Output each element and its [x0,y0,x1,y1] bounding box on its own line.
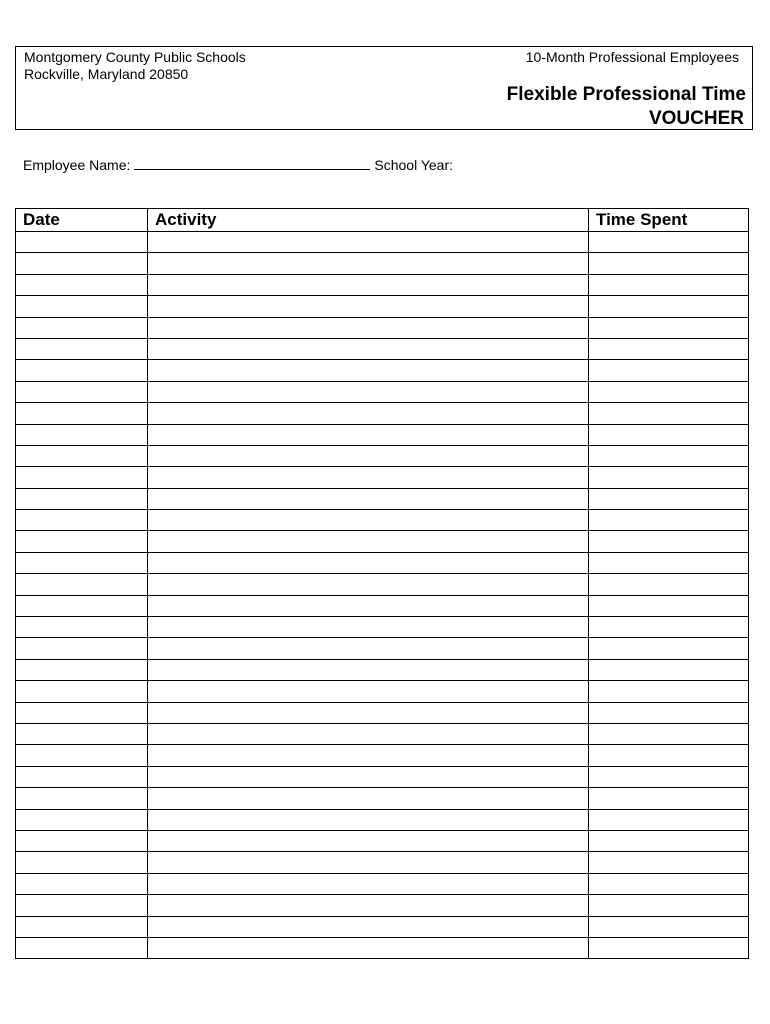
activity-cell[interactable] [148,617,589,638]
table-row [16,937,749,958]
activity-cell[interactable] [148,274,589,295]
date-cell[interactable] [16,338,148,359]
table-row [16,445,749,466]
time-spent-cell[interactable] [589,895,749,916]
time-spent-cell[interactable] [589,574,749,595]
activity-cell[interactable] [148,809,589,830]
date-cell[interactable] [16,723,148,744]
table-row [16,895,749,916]
table-row [16,574,749,595]
activity-cell[interactable] [148,381,589,402]
table-row [16,338,749,359]
table-row [16,381,749,402]
time-spent-cell[interactable] [589,274,749,295]
time-spent-cell[interactable] [589,702,749,723]
activity-cell[interactable] [148,253,589,274]
time-log-table [15,208,749,959]
employee-info-row [23,155,453,173]
table-row [16,702,749,723]
activity-cell[interactable] [148,467,589,488]
date-cell[interactable] [16,253,148,274]
activity-cell[interactable] [148,638,589,659]
table-row [16,317,749,338]
table-row [16,552,749,573]
date-cell[interactable] [16,510,148,531]
time-spent-cell[interactable] [589,873,749,894]
header-box [15,46,753,130]
date-cell[interactable] [16,852,148,873]
time-spent-cell[interactable] [589,617,749,638]
time-spent-cell[interactable] [589,510,749,531]
time-spent-cell[interactable] [589,745,749,766]
activity-cell[interactable] [148,895,589,916]
time-spent-cell[interactable] [589,595,749,616]
date-cell[interactable] [16,381,148,402]
date-cell[interactable] [16,745,148,766]
activity-cell[interactable] [148,232,589,253]
activity-cell[interactable] [148,659,589,680]
time-spent-cell[interactable] [589,659,749,680]
date-cell[interactable] [16,788,148,809]
organization-address: Rockville, Maryland 20850 [24,66,189,82]
activity-cell[interactable] [148,916,589,937]
column-header-activity: Activity [148,209,589,232]
date-cell[interactable] [16,467,148,488]
time-spent-cell[interactable] [589,937,749,958]
table-row [16,424,749,445]
date-cell[interactable] [16,360,148,381]
table-row [16,467,749,488]
activity-cell[interactable] [148,552,589,573]
form-subtitle: VOUCHER [648,108,744,129]
activity-cell[interactable] [148,873,589,894]
time-spent-cell[interactable] [589,681,749,702]
date-cell[interactable] [16,617,148,638]
activity-cell[interactable] [148,852,589,873]
date-cell[interactable] [16,638,148,659]
date-cell[interactable] [16,702,148,723]
date-cell[interactable] [16,488,148,509]
table-row [16,488,749,509]
table-header-row [16,209,749,232]
time-spent-cell[interactable] [589,232,749,253]
organization-name: Montgomery County Public Schools [24,49,246,65]
employee-type: 10-Month Professional Employees [525,49,739,65]
table-row [16,617,749,638]
activity-cell[interactable] [148,317,589,338]
date-cell[interactable] [16,317,148,338]
activity-cell[interactable] [148,338,589,359]
activity-cell[interactable] [148,531,589,552]
activity-cell[interactable] [148,702,589,723]
date-cell[interactable] [16,830,148,851]
date-cell[interactable] [16,766,148,787]
school-year-label: School Year: [374,157,454,173]
time-spent-cell[interactable] [589,723,749,744]
date-cell[interactable] [16,403,148,424]
activity-cell[interactable] [148,296,589,317]
date-cell[interactable] [16,681,148,702]
table-row [16,788,749,809]
activity-cell[interactable] [148,745,589,766]
table-row [16,681,749,702]
column-header-date: Date [16,209,148,232]
table-row [16,360,749,381]
date-cell[interactable] [16,916,148,937]
activity-cell[interactable] [148,510,589,531]
table-row [16,659,749,680]
date-cell[interactable] [16,274,148,295]
table-row [16,852,749,873]
time-spent-cell[interactable] [589,467,749,488]
table-row [16,766,749,787]
employee-name-field[interactable] [134,155,370,170]
date-cell[interactable] [16,424,148,445]
time-spent-cell[interactable] [589,488,749,509]
employee-name-label: Employee Name: [23,157,131,173]
table-row [16,403,749,424]
time-spent-cell[interactable] [589,424,749,445]
activity-cell[interactable] [148,830,589,851]
table-row [16,809,749,830]
form-title: Flexible Professional Time [506,84,746,105]
date-cell[interactable] [16,552,148,573]
table-row [16,510,749,531]
time-spent-cell[interactable] [589,916,749,937]
activity-cell[interactable] [148,445,589,466]
time-spent-cell[interactable] [589,338,749,359]
activity-cell[interactable] [148,403,589,424]
table-row [16,232,749,253]
activity-cell[interactable] [148,488,589,509]
date-cell[interactable] [16,296,148,317]
date-cell[interactable] [16,445,148,466]
column-header-time-spent: Time Spent [589,209,749,232]
activity-cell[interactable] [148,595,589,616]
table-row [16,274,749,295]
activity-cell[interactable] [148,937,589,958]
table-row [16,830,749,851]
date-cell[interactable] [16,595,148,616]
time-spent-cell[interactable] [589,531,749,552]
table-row [16,638,749,659]
table-row [16,296,749,317]
table-row [16,595,749,616]
activity-cell[interactable] [148,574,589,595]
time-spent-cell[interactable] [589,788,749,809]
table-row [16,531,749,552]
time-spent-cell[interactable] [589,381,749,402]
activity-cell[interactable] [148,360,589,381]
table-row [16,253,749,274]
date-cell[interactable] [16,574,148,595]
time-spent-cell[interactable] [589,403,749,424]
time-spent-cell[interactable] [589,445,749,466]
date-cell[interactable] [16,937,148,958]
time-spent-cell[interactable] [589,766,749,787]
table-row [16,873,749,894]
time-spent-cell[interactable] [589,317,749,338]
table-row [16,916,749,937]
activity-cell[interactable] [148,723,589,744]
time-spent-cell[interactable] [589,638,749,659]
table-row [16,723,749,744]
date-cell[interactable] [16,809,148,830]
time-spent-cell[interactable] [589,360,749,381]
activity-cell[interactable] [148,788,589,809]
time-spent-cell[interactable] [589,809,749,830]
date-cell[interactable] [16,531,148,552]
table-body [16,232,749,959]
date-cell[interactable] [16,232,148,253]
date-cell[interactable] [16,659,148,680]
table-row [16,745,749,766]
activity-cell[interactable] [148,424,589,445]
time-spent-cell[interactable] [589,830,749,851]
date-cell[interactable] [16,873,148,894]
time-spent-cell[interactable] [589,852,749,873]
activity-cell[interactable] [148,766,589,787]
time-spent-cell[interactable] [589,253,749,274]
activity-cell[interactable] [148,681,589,702]
time-spent-cell[interactable] [589,296,749,317]
time-spent-cell[interactable] [589,552,749,573]
date-cell[interactable] [16,895,148,916]
